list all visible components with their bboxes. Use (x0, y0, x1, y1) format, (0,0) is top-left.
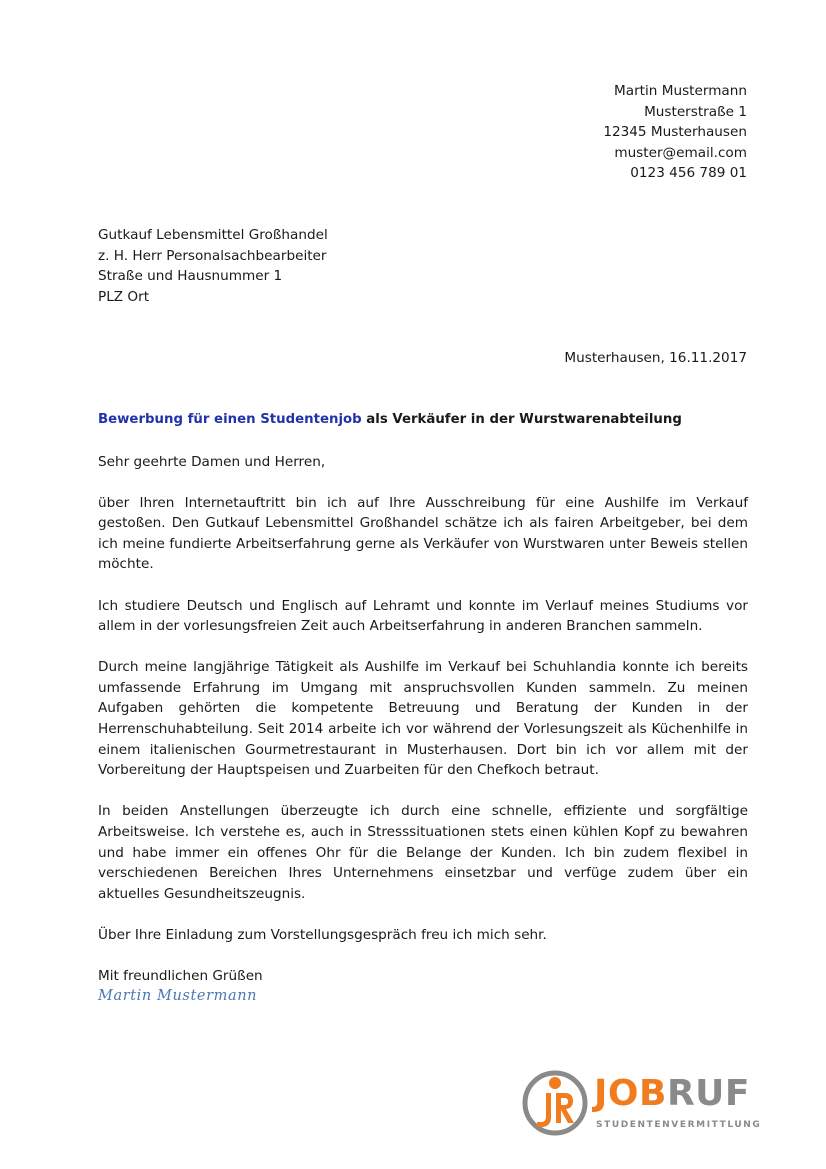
sender-name: Martin Mustermann (614, 83, 747, 99)
logo-word-job: JOB (594, 1073, 667, 1114)
jobruf-logo (519, 1067, 762, 1139)
recipient-company: Gutkauf Lebensmittel Großhandel (98, 227, 328, 243)
sender-city: 12345 Musterhausen (603, 124, 747, 141)
subject-line (98, 410, 748, 431)
recipient-address (98, 225, 328, 307)
letter-body (98, 410, 748, 1007)
subject-rest: als Verkäufer in der Wurstwarenabteilung (361, 412, 682, 427)
date-line: Musterhausen, 16.11.2017 (564, 350, 747, 366)
sender-address (603, 81, 747, 184)
paragraph-experience: Durch meine langjährige Tätigkeit als Aushilfe im Verkauf bei Schuhlandia konnte ich bereits umfassende Erfahrung im Umgang mit anspruchsvollen Kunden sammeln. Zu meinen Aufgaben gehörten die kompetente Betreuung und Beratung der Kunden in der Herrenschuhabteilung. Seit 2014 arbeite ich vor während der Vorlesungszeit als Küchenhilfe in einem italienischen Gourmetrestaurant in Musterhausen. Dort bin ich vor allem mit der Vorbereitung der Hauptspeisen und Zuarbeiten für den Chefkoch betraut. (98, 659, 748, 779)
salutation: Sehr geehrte Damen und Herren, (98, 453, 326, 470)
paragraph-intro: über Ihren Internetauftritt bin ich auf Ihre Ausschreibung für eine Aushilfe im Verkauf gestoßen. Den Gutkauf Lebensmittel Großhandel schätze ich als fairen Arbeitgeber, bei dem ich meine fundierte Arbeitserfahrung gerne als Verkäufer von Wurstwaren unter Beweis stellen möchte. (98, 494, 748, 573)
recipient-attention: z. H. Herr Personalsachbearbeiter (98, 247, 327, 264)
sender-street: Musterstraße 1 (644, 103, 747, 120)
closing: Mit freundlichen Grüßen (98, 967, 263, 984)
sender-email: muster@email.com (614, 144, 747, 161)
recipient-city: PLZ Ort (98, 288, 150, 305)
logo-word-ruf: RUF (666, 1073, 750, 1114)
paragraph-invitation: Über Ihre Einladung zum Vorstellungsgespräch freu ich mich sehr. (98, 926, 547, 943)
sender-phone: 0123 456 789 01 (630, 165, 747, 182)
logo-tagline: STUDENTENVERMITTLUNG (596, 1120, 762, 1130)
logo-wordmark (594, 1075, 750, 1113)
paragraph-studies: Ich studiere Deutsch und Englisch auf Lehramt und konnte im Verlauf meines Studiums vor allem in der vorlesungsfreien Zeit auch Arbeitserfahrung in anderen Branchen sammeln. (98, 597, 748, 635)
recipient-street: Straße und Hausnummer 1 (98, 268, 283, 285)
signature: Martin Mustermann (98, 988, 258, 1005)
jobruf-logo-icon (519, 1067, 591, 1139)
paragraph-qualities: In beiden Anstellungen überzeugte ich durch eine schnelle, effiziente und sorgfältige Arbeitsweise. Ich verstehe es, auch in Stresssituationen stets einen kühlen Kopf zu bewahren und habe immer ein offenes Ohr für die Belange der Kunden. Ich bin zudem flexibel in verschiedenen Bereichen Ihres Unternehmens einsetzbar und verfüge zudem über ein aktuelles Gesundheitszeugnis. (98, 803, 748, 902)
subject-highlight: Bewerbung für einen Studentenjob (98, 412, 362, 427)
